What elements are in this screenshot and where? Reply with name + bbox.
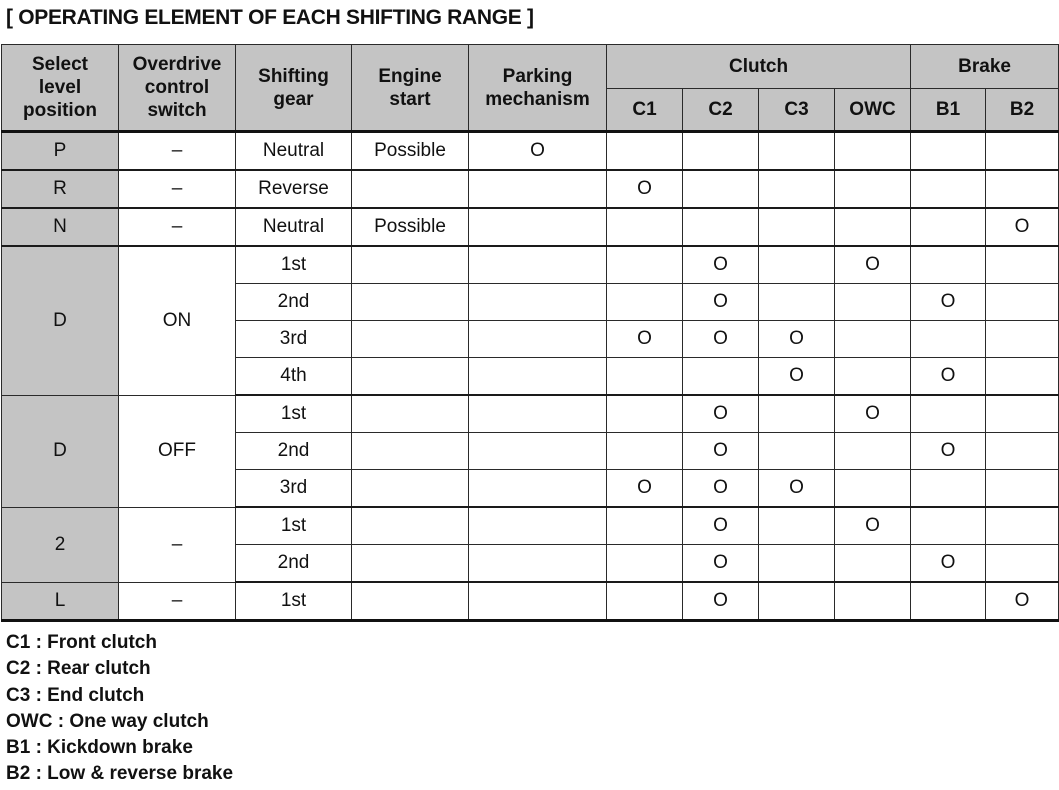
b2-cell: [986, 545, 1059, 583]
c3-cell: [759, 132, 835, 171]
engine-cell: [352, 433, 469, 470]
c1-cell: [607, 132, 683, 171]
parking-cell: [469, 395, 607, 433]
header-overdrive-control-switch: Overdrive control switch: [119, 45, 236, 132]
c1-cell: [607, 284, 683, 321]
engine-cell: Possible: [352, 132, 469, 171]
header-c1: C1: [607, 89, 683, 132]
overdrive-switch-cell: –: [119, 170, 236, 208]
shifting-gear-cell: 3rd: [236, 321, 352, 358]
b1-cell: O: [911, 284, 986, 321]
owc-cell: [835, 545, 911, 583]
header-shifting-gear: Shifting gear: [236, 45, 352, 132]
owc-cell: [835, 132, 911, 171]
parking-cell: [469, 582, 607, 621]
b2-cell: [986, 395, 1059, 433]
b2-cell: [986, 358, 1059, 396]
b1-cell: [911, 395, 986, 433]
c2-cell: O: [683, 321, 759, 358]
engine-cell: [352, 358, 469, 396]
engine-cell: [352, 170, 469, 208]
legend: [6, 630, 233, 788]
b1-cell: O: [911, 358, 986, 396]
table-body: [2, 132, 1059, 621]
c3-cell: [759, 284, 835, 321]
select-position-cell: D: [2, 246, 119, 395]
c2-cell: [683, 358, 759, 396]
shifting-gear-cell: 1st: [236, 507, 352, 545]
c3-cell: [759, 395, 835, 433]
select-position-cell: D: [2, 395, 119, 507]
select-position-cell: L: [2, 582, 119, 621]
parking-cell: [469, 321, 607, 358]
c2-cell: [683, 132, 759, 171]
c2-cell: O: [683, 395, 759, 433]
parking-cell: [469, 208, 607, 246]
c1-cell: [607, 507, 683, 545]
overdrive-switch-cell: –: [119, 507, 236, 582]
b1-cell: [911, 246, 986, 284]
table-header: [2, 45, 1059, 132]
c1-cell: [607, 582, 683, 621]
c2-cell: O: [683, 246, 759, 284]
c2-cell: O: [683, 284, 759, 321]
parking-cell: [469, 470, 607, 508]
engine-cell: [352, 545, 469, 583]
c1-cell: O: [607, 170, 683, 208]
b1-cell: [911, 208, 986, 246]
c1-cell: [607, 208, 683, 246]
select-position-cell: R: [2, 170, 119, 208]
c2-cell: O: [683, 507, 759, 545]
engine-cell: [352, 582, 469, 621]
header-select-level-position: Select level position: [2, 45, 119, 132]
c3-cell: O: [759, 358, 835, 396]
shifting-gear-cell: 1st: [236, 246, 352, 284]
header-b1: B1: [911, 89, 986, 132]
owc-cell: [835, 582, 911, 621]
header-c2: C2: [683, 89, 759, 132]
c1-cell: [607, 246, 683, 284]
overdrive-switch-cell: –: [119, 582, 236, 621]
c1-cell: [607, 545, 683, 583]
engine-cell: [352, 321, 469, 358]
table-row: [2, 170, 1059, 208]
b1-cell: [911, 132, 986, 171]
parking-cell: [469, 358, 607, 396]
legend-item: B1 : Kickdown brake: [6, 737, 193, 759]
legend-item: B2 : Low & reverse brake: [6, 763, 234, 785]
shifting-range-table: [1, 44, 1059, 622]
owc-cell: [835, 170, 911, 208]
parking-cell: [469, 507, 607, 545]
engine-cell: [352, 470, 469, 508]
b2-cell: [986, 170, 1059, 208]
engine-cell: Possible: [352, 208, 469, 246]
table-row: [2, 208, 1059, 246]
b2-cell: [986, 470, 1059, 508]
engine-cell: [352, 507, 469, 545]
owc-cell: O: [835, 507, 911, 545]
legend-item: OWC : One way clutch: [6, 710, 209, 732]
b2-cell: [986, 284, 1059, 321]
parking-cell: [469, 170, 607, 208]
shifting-gear-cell: Neutral: [236, 132, 352, 171]
b2-cell: [986, 132, 1059, 171]
b2-cell: [986, 433, 1059, 470]
legend-item: C1 : Front clutch: [6, 632, 157, 653]
shifting-gear-cell: 1st: [236, 582, 352, 621]
c2-cell: O: [683, 470, 759, 508]
shifting-gear-cell: Reverse: [236, 170, 352, 208]
parking-cell: [469, 246, 607, 284]
page-title: [ OPERATING ELEMENT OF EACH SHIFTING RANGE ]: [6, 6, 534, 29]
select-position-cell: 2: [2, 507, 119, 582]
overdrive-switch-cell: OFF: [119, 395, 236, 507]
c3-cell: [759, 545, 835, 583]
c2-cell: O: [683, 433, 759, 470]
select-position-cell: N: [2, 208, 119, 246]
c2-cell: [683, 170, 759, 208]
owc-cell: [835, 358, 911, 396]
c2-cell: [683, 208, 759, 246]
b1-cell: [911, 170, 986, 208]
c2-cell: O: [683, 582, 759, 621]
owc-cell: [835, 284, 911, 321]
b1-cell: [911, 582, 986, 621]
b1-cell: O: [911, 545, 986, 583]
c1-cell: O: [607, 321, 683, 358]
b1-cell: [911, 507, 986, 545]
c1-cell: O: [607, 470, 683, 508]
engine-cell: [352, 246, 469, 284]
c3-cell: [759, 170, 835, 208]
owc-cell: O: [835, 395, 911, 433]
parking-cell: [469, 433, 607, 470]
engine-cell: [352, 284, 469, 321]
select-position-cell: P: [2, 132, 119, 171]
overdrive-switch-cell: –: [119, 132, 236, 171]
parking-cell: [469, 545, 607, 583]
parking-cell: O: [469, 132, 607, 171]
table-row: [2, 582, 1059, 621]
c2-cell: O: [683, 545, 759, 583]
table-row: [2, 246, 1059, 284]
table-row: [2, 132, 1059, 171]
b1-cell: [911, 470, 986, 508]
owc-cell: [835, 208, 911, 246]
b1-cell: O: [911, 433, 986, 470]
owc-cell: [835, 321, 911, 358]
shifting-gear-cell: 2nd: [236, 545, 352, 583]
owc-cell: [835, 433, 911, 470]
table-row: [2, 395, 1059, 433]
shifting-gear-cell: 3rd: [236, 470, 352, 508]
shifting-gear-cell: 2nd: [236, 433, 352, 470]
b1-cell: [911, 321, 986, 358]
header-c3: C3: [759, 89, 835, 132]
shifting-gear-cell: 1st: [236, 395, 352, 433]
shifting-gear-cell: 4th: [236, 358, 352, 396]
c3-cell: O: [759, 321, 835, 358]
c1-cell: [607, 395, 683, 433]
c3-cell: O: [759, 470, 835, 508]
overdrive-switch-cell: –: [119, 208, 236, 246]
c1-cell: [607, 358, 683, 396]
header-brake-group: Brake: [911, 45, 1059, 89]
shifting-gear-cell: Neutral: [236, 208, 352, 246]
owc-cell: [835, 470, 911, 508]
b2-cell: O: [986, 208, 1059, 246]
header-b2: B2: [986, 89, 1059, 132]
table-row: [2, 507, 1059, 545]
b2-cell: O: [986, 582, 1059, 621]
b2-cell: [986, 321, 1059, 358]
c3-cell: [759, 433, 835, 470]
header-engine-start: Engine start: [352, 45, 469, 132]
c3-cell: [759, 582, 835, 621]
c3-cell: [759, 208, 835, 246]
c1-cell: [607, 433, 683, 470]
parking-cell: [469, 284, 607, 321]
b2-cell: [986, 246, 1059, 284]
header-clutch-group: Clutch: [607, 45, 911, 89]
b2-cell: [986, 507, 1059, 545]
legend-item: C3 : End clutch: [6, 684, 145, 706]
header-owc: OWC: [835, 89, 911, 132]
c3-cell: [759, 507, 835, 545]
overdrive-switch-cell: ON: [119, 246, 236, 395]
legend-item: C2 : Rear clutch: [6, 658, 151, 680]
shifting-gear-cell: 2nd: [236, 284, 352, 321]
header-parking-mechanism: Parking mechanism: [469, 45, 607, 132]
engine-cell: [352, 395, 469, 433]
c3-cell: [759, 246, 835, 284]
owc-cell: O: [835, 246, 911, 284]
